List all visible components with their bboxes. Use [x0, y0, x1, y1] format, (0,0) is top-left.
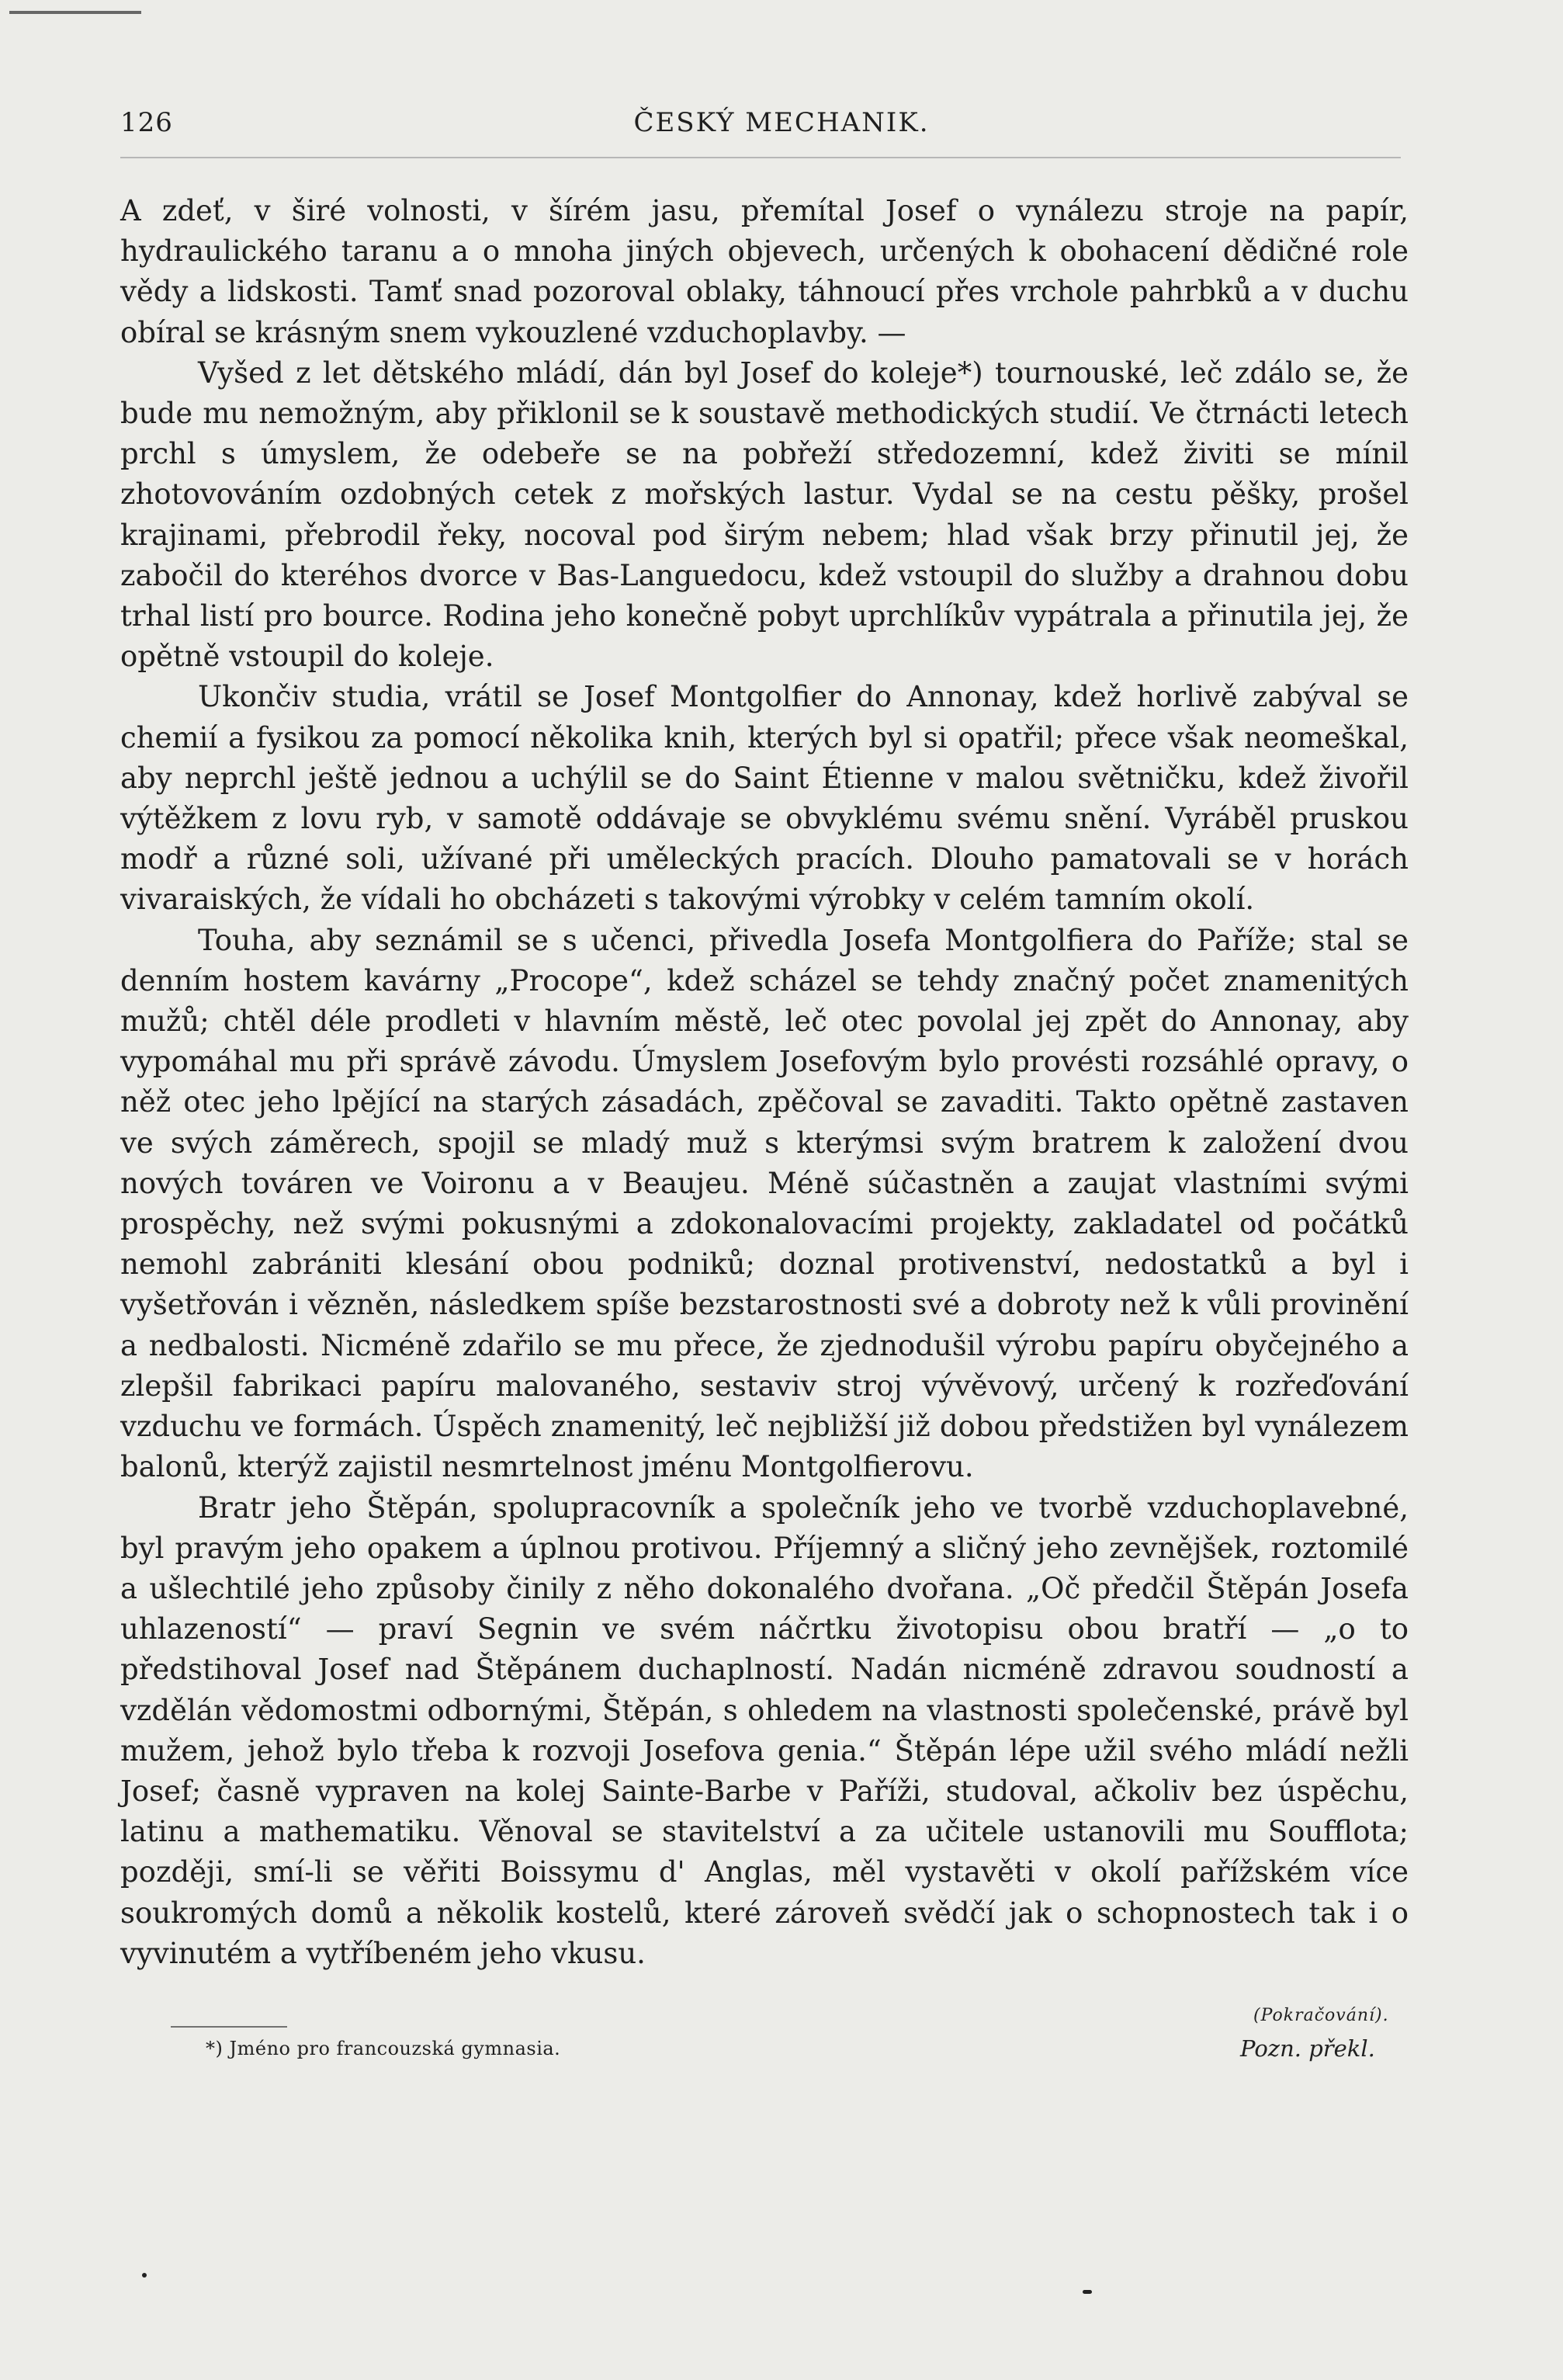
footnote-author: Pozn. překl. [1240, 2035, 1375, 2062]
continuation-note: (Pokračování). [1253, 2006, 1389, 2025]
page-number: 126 [120, 107, 173, 138]
page-mark-2 [1083, 2290, 1092, 2294]
page-mark-1 [142, 2273, 147, 2278]
footnote-rule [171, 2026, 287, 2028]
header-rule [120, 157, 1401, 158]
paragraph-1: A zdeť, v širé volnosti, v šírém jasu, přemítal Josef o vynálezu stroje na papír, hydraulického taranu a o mnoha jiných objevech, určených k obohacení dědičné role vědy a lidskosti. Tamť snad pozoroval oblaky, táhnoucí přes vrchole pahrbků a v duchu obíral se krásným snem vykouzlené vzduchoplavby. — [120, 194, 1409, 349]
paragraph-2: Vyšed z let dětského mládí, dán byl Josef do koleje*) tournouské, leč zdálo se, že bude mu nemožným, aby přiklonil se k soustavě methodických studií. Ve čtrnácti letech prchl s úmyslem, že odebeře se na pobřeží středozemní, kdež živiti se mínil zhotovováním ozdobných cetek z mořských lastur. Vydal se na cestu pěšky, prošel krajinami, přebrodil řeky, nocoval pod širým nebem; hlad však brzy přinutil jej, že zabočil do kteréhos dvorce v Bas-Languedocu, kdež vstoupil do služby a drahnou dobu trhal listí pro bource. Rodina jeho konečně pobyt uprchlíkův vypátrala a přinutila jej, že opětně vstoupil do koleje. [120, 356, 1409, 674]
running-title: ČESKÝ MECHANIK. [633, 107, 930, 138]
paragraph-3: Ukončiv studia, vrátil se Josef Montgolfier do Annonay, kdež horlivě zabýval se chemií a fysikou za pomocí několika knih, kterých byl si opatřil; přece však neomeškal, aby neprchl ještě jednou a uchýlil se do Saint Étienne v malou světničku, kdež živořil výtěžkem z lovu ryb, v samotě oddávaje se obvyklému svému snění. Vyráběl pruskou modř a různé soli, užívané při uměleckých pracích. Dlouho pamatovali se v horách vivaraiských, že vídali ho obcházeti s takovými výrobky v celém tamním okolí. [120, 680, 1409, 917]
paragraph-5: Bratr jeho Štěpán, spolupracovník a společník jeho ve tvorbě vzduchoplavebné, byl pravým jeho opakem a úplnou protivou. Příjemný a sličný jeho zevnějšek, roztomilé a ušlechtilé jeho způsoby činily z něho dokonalého dvořana. „Oč předčil Štěpán Josefa uhlazeností“ — praví Segnin ve svém náčrtku životopisu obou bratří — „o to předstihoval Josef nad Štěpánem duchaplností. Nadán nicméně zdravou soudností a vzdělán vědomostmi odbornými, Štěpán, s ohledem na vlastnosti společenské, právě byl mužem, jehož bylo třeba k rozvoji Josefova genia.“ Štěpán lépe užil svého mládí nežli Josef; časně vypraven na kolej Sainte-Barbe v Paříži, studoval, ačkoliv bez úspěchu, latinu a mathematiku. Věnoval se stavitelství a za učitele ustanovili mu Soufflota; později, smí-li se věřiti Boissymu d' Anglas, měl vystavěti v okolí pařížském více soukromých domů a několik kostelů, které zároveň svědčí jak o schopnostech tak i o vyvinutém a vytříbeném jeho vkusu. [120, 1490, 1409, 1970]
page-header [0, 107, 1563, 154]
paragraph-4: Touha, aby seznámil se s učenci, přivedla Josefa Montgolfiera do Paříže; stal se denním hostem kavárny „Procope“, kdež scházel se tehdy značný počet znamenitých mužů; chtěl déle prodleti v hlavním městě, leč otec povolal jej zpět do Annonay, aby vypomáhal mu při správě závodu. Úmyslem Josefovým bylo provésti rozsáhlé opravy, o něž otec jeho lpějící na starých zásadách, zpěčoval se zavaditi. Takto opětně zastaven ve svých záměrech, spojil se mladý muž s kterýmsi svým bratrem k založení dvou nových továren ve Voironu a v Beaujeu. Méně súčastněn a zaujat vlastními svými prospěchy, než svými pokusnými a zdokonalovacími projekty, zakladatel od počátků nemohl zabrániti klesání obou podniků; doznal protivenství, nedostatků a byl i vyšetřován i vězněn, následkem spíše bezstarostnosti své a dobroty než k vůli provinění a nedbalosti. Nicméně zdařilo se mu přece, že zjednodušil výrobu papíru obyčejného a zlepšil fabrikaci papíru malovaného, sestaviv stroj vývěvový, určený k rozřeďování vzduchu ve formách. Úspěch znamenitý, leč nejbližší již dobou předstižen byl vynálezem balonů, kterýž zajistil nesmrtelnost jménu Montgolfierovu. [120, 923, 1409, 1484]
footnote-text: *) Jméno pro francouzská gymnasia. [206, 2038, 561, 2059]
top-rule [9, 11, 141, 14]
body-text [120, 191, 1409, 1974]
